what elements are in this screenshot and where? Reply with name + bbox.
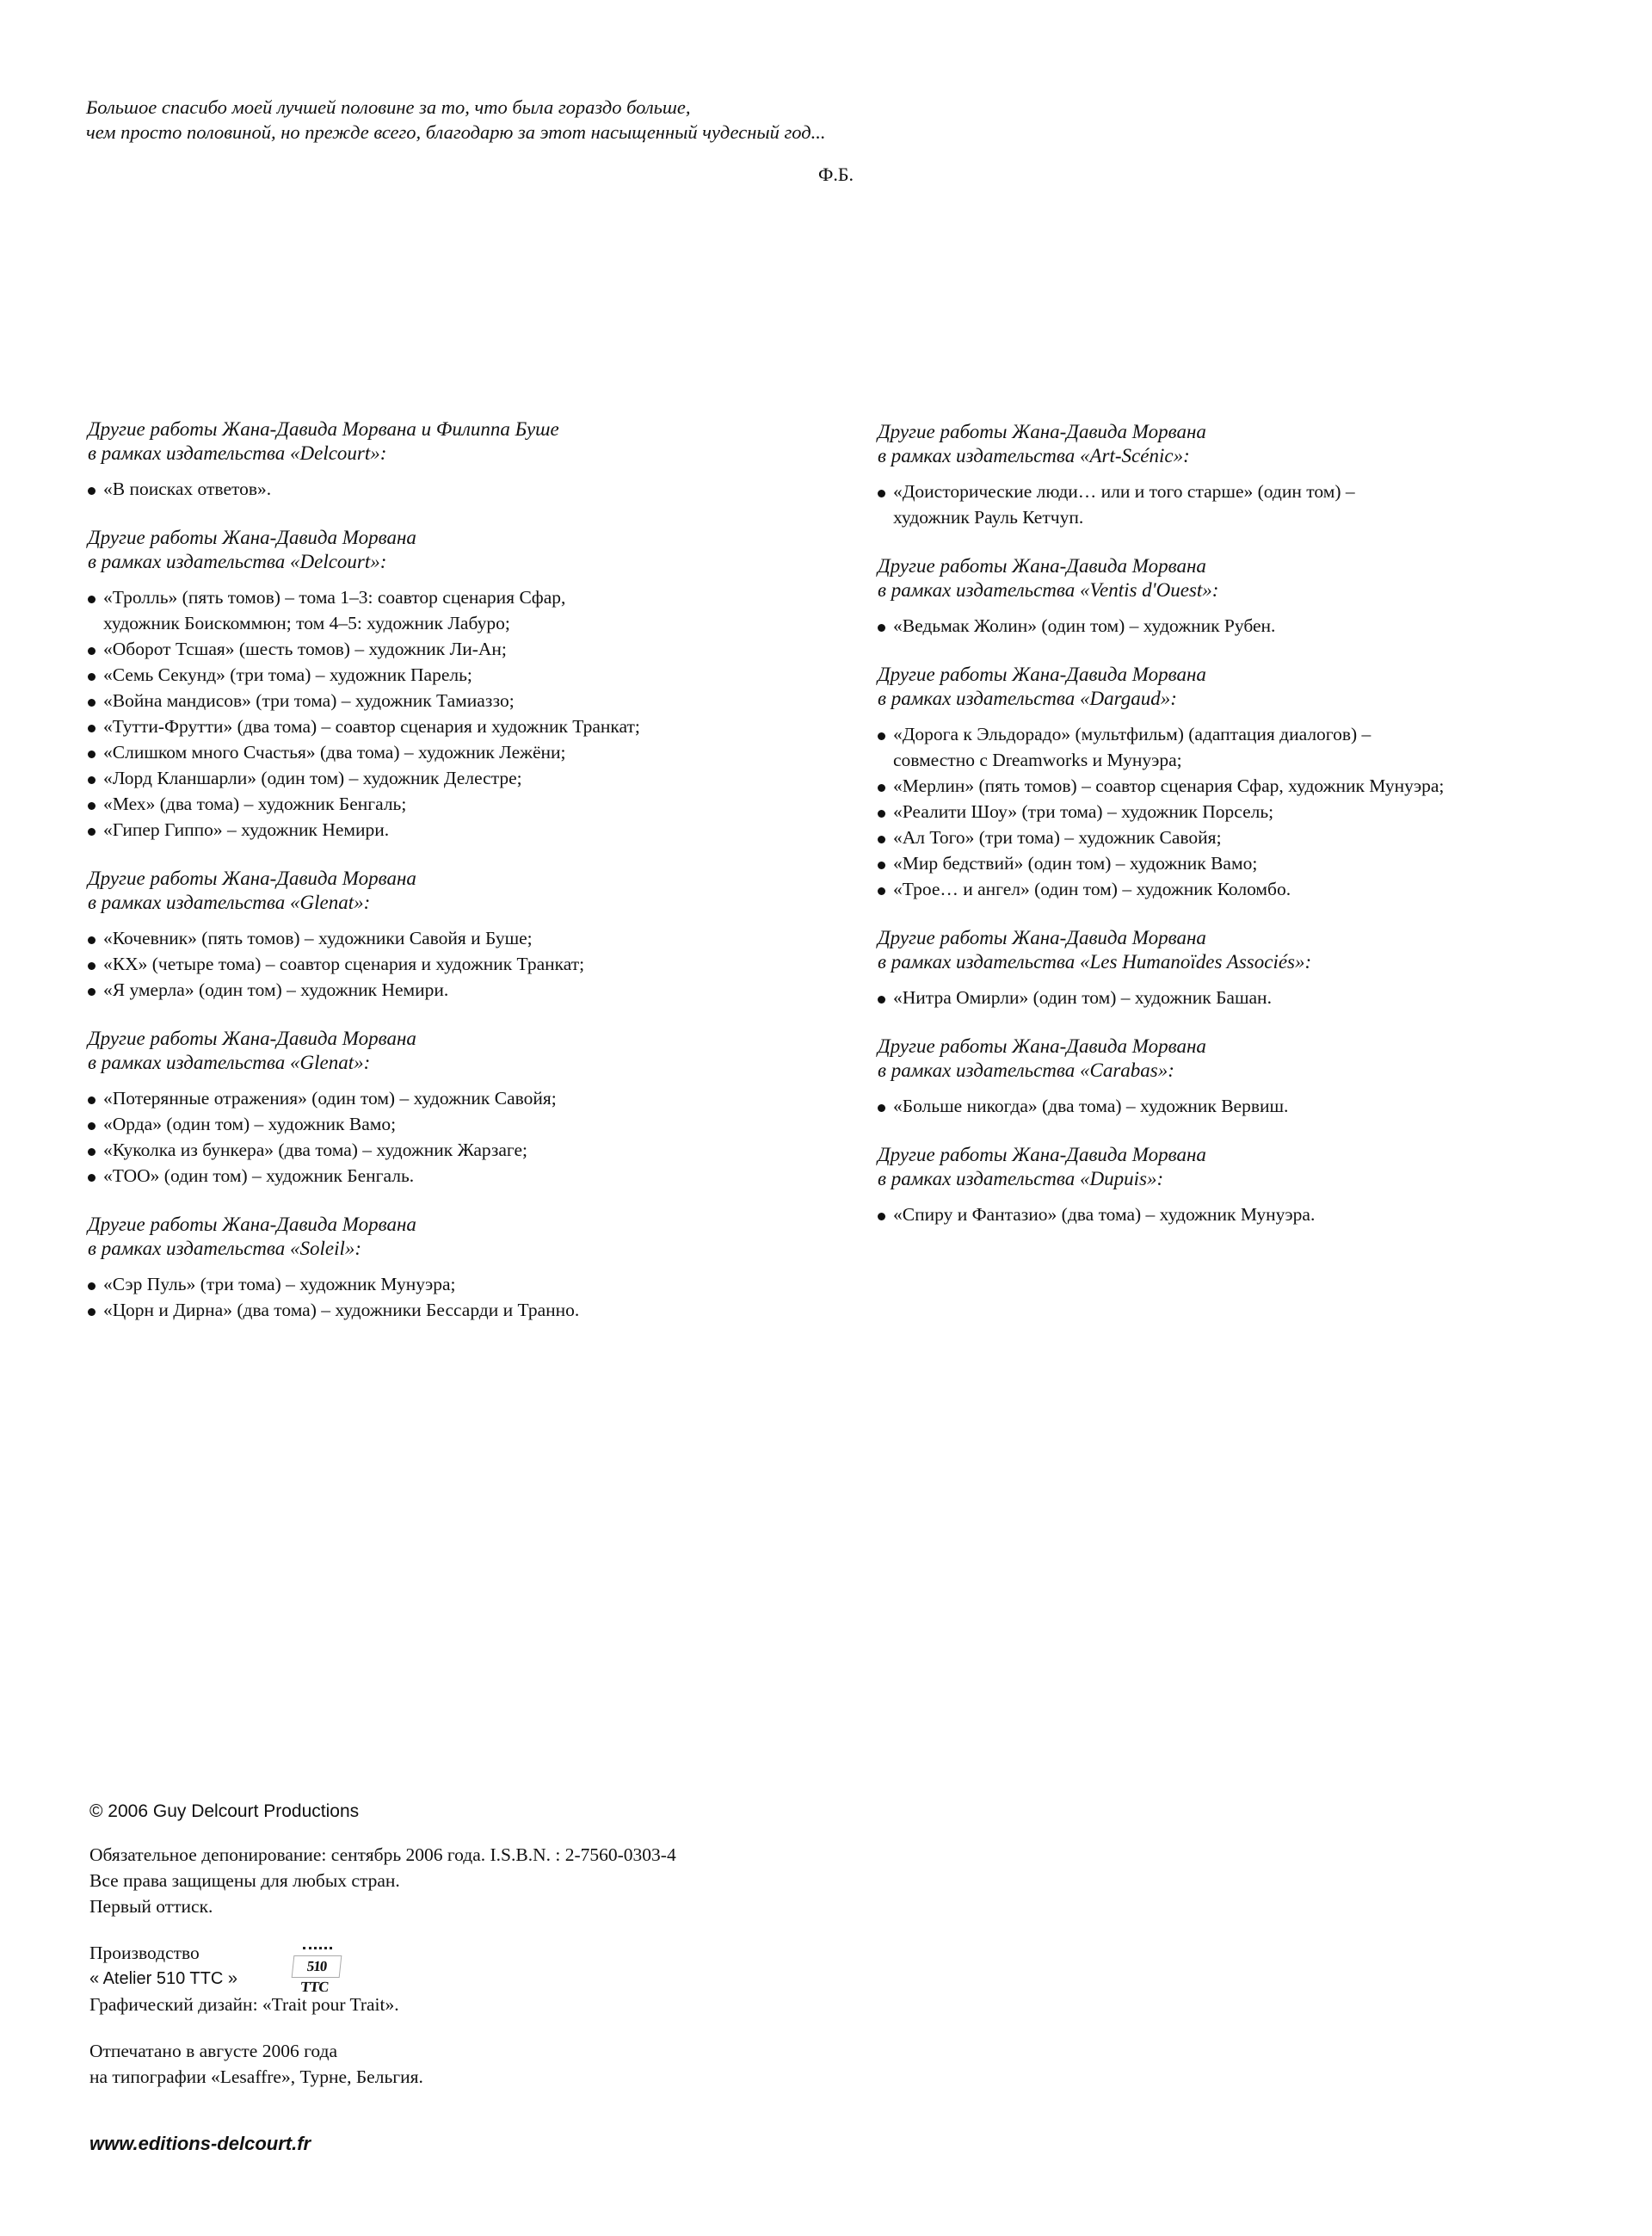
item-text: «Реалити Шоу» (три тома) – художник Порсель; (893, 801, 1274, 822)
heading-line: в рамках издательства «Glenat»: (88, 892, 371, 913)
imprint (89, 1842, 864, 2110)
heading-line: Другие работы Жана-Давида Морвана (88, 868, 416, 889)
list-item (86, 662, 809, 688)
print-info (89, 2038, 864, 2090)
list-item (86, 1163, 809, 1189)
atelier-stamp-logo (291, 1947, 344, 1995)
list-item (876, 721, 1616, 773)
list-item (86, 765, 809, 791)
works-list (86, 476, 809, 502)
item-text: «Мерлин» (пять томов) – соавтор сценария Сфар, художник Мунуэра; (893, 775, 1445, 796)
right-column (876, 420, 1616, 1251)
list-item (86, 1085, 809, 1111)
legal-info (89, 1842, 864, 1919)
heading-line: Другие работы Жана-Давида Морвана (878, 1035, 1206, 1057)
heading-line: в рамках издательства «Les Humanoïdes Associés»: (878, 951, 1312, 973)
item-text: «Тролль» (пять томов) – тома 1–3: соавтор сценария Сфар, (103, 587, 566, 608)
item-text: «Доисторические люди… или и того старше» (один том) – (893, 481, 1355, 502)
item-text: «Оборот Тсшая» (шесть томов) – художник Ли-Ан; (103, 639, 507, 659)
heading-line: Другие работы Жана-Давида Морвана (878, 1144, 1206, 1165)
signature: Ф.Б. (818, 164, 854, 185)
heading-line: в рамках издательства «Soleil»: (88, 1238, 362, 1259)
heading-line: в рамках издательства «Delcourt»: (88, 442, 387, 464)
list-item (86, 1271, 809, 1297)
website-link[interactable]: www.editions-delcourt.fr (89, 2133, 311, 2154)
list-item (86, 977, 809, 1003)
print-line: Отпечатано в августе 2006 года (89, 2041, 337, 2061)
heading-line: Другие работы Жана-Давида Морвана (878, 555, 1206, 577)
legal-line: Все права защищены для любых стран. (89, 1870, 400, 1891)
list-item (86, 739, 809, 765)
heading-line: в рамках издательства «Glenat»: (88, 1052, 371, 1073)
publisher-block (86, 526, 809, 843)
publisher-block (876, 420, 1616, 530)
item-text: совместно с Dreamworks и Мунуэра; (893, 750, 1182, 770)
publisher-block (876, 926, 1616, 1010)
heading-line: Другие работы Жана-Давида Морвана (88, 1214, 416, 1235)
item-text: «Война мандисов» (три тома) – художник Тамиаззо; (103, 690, 515, 711)
publisher-heading (878, 926, 1616, 974)
works-list (876, 1201, 1616, 1227)
publisher-heading (878, 663, 1616, 711)
atelier-name: « Atelier 510 TTC » (89, 1969, 237, 1988)
publisher-heading (88, 867, 809, 915)
list-item (876, 1201, 1616, 1227)
publisher-block (876, 1035, 1616, 1119)
item-text: «Куколка из бункера» (два тома) – художник Жарзаге; (103, 1140, 527, 1160)
publisher-block (876, 1143, 1616, 1227)
item-text: «Орда» (один том) – художник Вамо; (103, 1114, 397, 1134)
list-item (876, 825, 1616, 850)
list-item (86, 1111, 809, 1137)
copyright: © 2006 Guy Delcourt Productions (89, 1801, 360, 1821)
works-list (876, 985, 1616, 1010)
publisher-heading (878, 1143, 1616, 1191)
production-label: Производство (89, 1943, 200, 1963)
item-text: «Спиру и Фантазио» (два тома) – художник Мунуэра. (893, 1204, 1316, 1225)
item-text: «Лорд Кланшарли» (один том) – художник Делестре; (103, 768, 522, 788)
list-item (876, 876, 1616, 902)
item-text: «Цорн и Дирна» (два тома) – художники Бессарди и Транно. (103, 1300, 580, 1320)
works-list (876, 1093, 1616, 1119)
production-info (89, 1940, 864, 2017)
publisher-heading (878, 1035, 1616, 1083)
item-text: «Тутти-Фрутти» (два тома) – соавтор сценария и художник Транкат; (103, 716, 640, 737)
item-text: «Дорога к Эльдорадо» (мультфильм) (адаптация диалогов) – (893, 724, 1372, 744)
heading-line: в рамках издательства «Dargaud»: (878, 688, 1177, 709)
publisher-block (86, 1027, 809, 1189)
item-text: «Я умерла» (один том) – художник Немири. (103, 979, 449, 1000)
works-list (876, 613, 1616, 639)
works-list (86, 925, 809, 1003)
stamp-text: 510 TTC (292, 1955, 342, 1978)
publisher-block (876, 663, 1616, 902)
list-item (876, 479, 1616, 530)
list-item (86, 688, 809, 713)
item-text: «Мех» (два тома) – художник Бенгаль; (103, 794, 407, 814)
item-text: «ТОО» (один том) – художник Бенгаль. (103, 1165, 415, 1186)
dedication-line: Большое спасибо моей лучшей половине за то, что была гораздо больше, (86, 96, 691, 118)
list-item (876, 773, 1616, 799)
list-item (876, 799, 1616, 825)
design-credit: Графический дизайн: «Trait pour Trait». (89, 1994, 399, 2015)
list-item (876, 1093, 1616, 1119)
item-text: «Слишком много Счастья» (два тома) – художник Лежёни; (103, 742, 566, 763)
item-text: «Трое… и ангел» (один том) – художник Коломбо. (893, 879, 1291, 899)
publisher-heading (88, 1027, 809, 1075)
list-item (86, 951, 809, 977)
works-list (86, 1085, 809, 1189)
list-item (86, 476, 809, 502)
publisher-block (86, 417, 809, 502)
publisher-heading (88, 1213, 809, 1261)
heading-line: в рамках издательства «Carabas»: (878, 1059, 1174, 1081)
list-item (86, 1137, 809, 1163)
item-text: «Ал Того» (три тома) – художник Савойя; (893, 827, 1222, 848)
heading-line: Другие работы Жана-Давида Морвана (88, 527, 416, 548)
list-item (876, 613, 1616, 639)
left-column (86, 417, 809, 1347)
publisher-block (876, 554, 1616, 639)
works-list (86, 1271, 809, 1323)
item-text: «КХ» (четыре тома) – соавтор сценария и художник Транкат; (103, 954, 585, 974)
heading-line: Другие работы Жана-Давида Морвана (878, 421, 1206, 442)
list-item (86, 636, 809, 662)
item-text: «Потерянные отражения» (один том) – художник Савойя; (103, 1088, 557, 1109)
list-item (86, 713, 809, 739)
item-text: «Семь Секунд» (три тома) – художник Парель; (103, 664, 472, 685)
list-item (86, 791, 809, 817)
list-item (876, 985, 1616, 1010)
item-text: «Больше никогда» (два тома) – художник Вервиш. (893, 1096, 1289, 1116)
publisher-heading (88, 417, 809, 466)
heading-line: в рамках издательства «Ventis d'Ouest»: (878, 579, 1219, 601)
heading-line: Другие работы Жана-Давида Морвана (88, 1028, 416, 1049)
works-list (876, 721, 1616, 902)
item-text: «Сэр Пуль» (три тома) – художник Мунуэра; (103, 1274, 456, 1294)
item-text: «Ведьмак Жолин» (один том) – художник Рубен. (893, 615, 1276, 636)
heading-line: в рамках издательства «Art-Scénic»: (878, 445, 1190, 466)
item-text: «В поисках ответов». (103, 479, 272, 499)
heading-line: Другие работы Жана-Давида Морвана (878, 664, 1206, 685)
list-item (86, 817, 809, 843)
item-text: «Нитра Омирли» (один том) – художник Башан. (893, 987, 1272, 1008)
publisher-heading (878, 420, 1616, 468)
item-text: «Кочевник» (пять томов) – художники Савойя и Буше; (103, 928, 533, 948)
list-item (876, 850, 1616, 876)
publisher-block (86, 1213, 809, 1323)
dedication-line: чем просто половиной, но прежде всего, благодарю за этот насыщенный чудесный год... (86, 121, 826, 143)
publisher-block (86, 867, 809, 1003)
item-text: художник Рауль Кетчуп. (893, 507, 1084, 528)
item-text: «Гипер Гиппо» – художник Немири. (103, 819, 390, 840)
legal-line: Первый оттиск. (89, 1896, 213, 1917)
list-item (86, 1297, 809, 1323)
heading-line: Другие работы Жана-Давида Морвана (878, 927, 1206, 948)
works-list (86, 584, 809, 843)
heading-line: в рамках издательства «Delcourt»: (88, 551, 387, 572)
heading-line: в рамках издательства «Dupuis»: (878, 1168, 1164, 1189)
print-line: на типографии «Lesaffre», Турне, Бельгия. (89, 2066, 423, 2087)
publisher-heading (878, 554, 1616, 602)
item-text: «Мир бедствий» (один том) – художник Вамо; (893, 853, 1258, 874)
dedication (86, 95, 860, 145)
list-item (86, 584, 809, 636)
works-list (876, 479, 1616, 530)
item-text: художник Боискоммюн; том 4–5: художник Лабуро; (103, 613, 510, 633)
heading-line: Другие работы Жана-Давида Морвана и Филиппа Буше (88, 418, 559, 440)
legal-line: Обязательное депонирование: сентябрь 2006 года. I.S.B.N. : 2-7560-0303-4 (89, 1844, 676, 1865)
list-item (86, 925, 809, 951)
publisher-heading (88, 526, 809, 574)
